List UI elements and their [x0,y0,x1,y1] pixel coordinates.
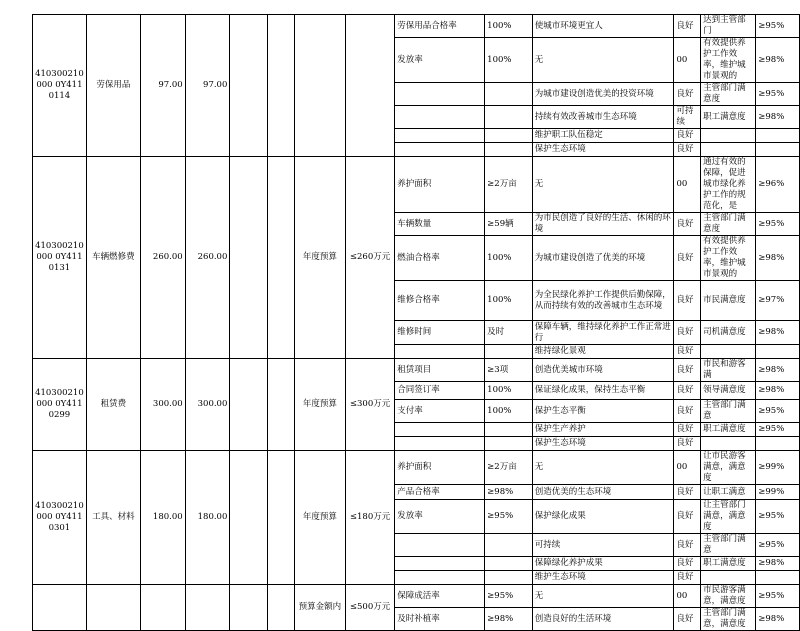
indicator-name [395,143,485,157]
effect-score: 良好 [674,400,701,423]
satisfaction-item: 主管部门满意度 [701,83,756,106]
budget-value: ≤500万元 [345,585,394,631]
budget-label: 预算金额内 [294,585,345,631]
indicator-name: 租赁项目 [395,359,485,382]
budget-label: 年度预算 [294,451,345,585]
budget-label: 年度预算 [294,359,345,451]
indicator-name [395,423,485,437]
effect-indicator: 保证绿化成果，保持生态平衡 [532,382,674,400]
project-amount: 260.00 [140,157,185,359]
empty-cell [230,157,267,359]
satisfaction-item [701,143,756,157]
indicator-name: 燃油合格率 [395,236,485,281]
project-code: 410300210000 0Y4110299 [33,359,87,451]
satisfaction-item: 职工满意度 [701,423,756,437]
satisfaction-value: ≥97% [756,281,800,321]
project-amount: 97.00 [140,15,185,157]
effect-indicator: 可持续 [532,534,674,557]
effect-indicator: 创造优美城市环境 [532,359,674,382]
effect-score: 00 [674,157,701,213]
indicator-name [395,437,485,451]
indicator-target [485,423,533,437]
project-code: 410300210000 0Y4110131 [33,157,87,359]
project-code: 410300210000 0Y4110301 [33,451,87,585]
satisfaction-value [756,437,800,451]
satisfaction-item: 通过有效的保障，促进城市绿化养护工作的规范化，是 [701,157,756,213]
project-amount-total: 180.00 [185,451,230,585]
satisfaction-item: 有效提供养护工作效率，维护城市景观的 [701,236,756,281]
effect-indicator: 使城市环境更宜人 [532,15,674,38]
satisfaction-item: 让职工满意 [701,485,756,500]
satisfaction-value: ≥95% [756,585,800,608]
indicator-name [395,106,485,129]
indicator-name: 维修合格率 [395,281,485,321]
indicator-target: 100% [485,38,533,83]
project-name: 工具、材料 [86,451,140,585]
empty-cell [267,585,294,631]
effect-indicator: 为市民创造了良好的生活、休闲的环境 [532,213,674,236]
indicator-name: 发放率 [395,38,485,83]
satisfaction-item: 达到主管部门 [701,15,756,38]
indicator-name [395,571,485,585]
project-amount: 180.00 [140,451,185,585]
satisfaction-item: 市民和游客满 [701,359,756,382]
effect-score: 良好 [674,500,701,534]
indicator-target [485,571,533,585]
project-name: 车辆燃修费 [86,157,140,359]
effect-indicator: 保护生态平衡 [532,400,674,423]
indicator-name: 车辆数量 [395,213,485,236]
budget-label: 年度预算 [294,157,345,359]
effect-score: 良好 [674,321,701,345]
indicator-target [485,345,533,359]
effect-indicator: 无 [532,585,674,608]
indicator-name: 及时补植率 [395,608,485,631]
effect-score: 良好 [674,359,701,382]
empty-cell [230,359,267,451]
empty-cell [267,15,294,157]
project-code [33,585,87,631]
satisfaction-value: ≥98% [756,382,800,400]
effect-indicator: 保障车辆，维持绿化养护工作正常进行 [532,321,674,345]
effect-indicator: 保障绿化养护成果 [532,557,674,571]
effect-score: 良好 [674,423,701,437]
indicator-name: 产品合格率 [395,485,485,500]
budget-value: ≤300万元 [345,359,394,451]
effect-indicator: 无 [532,451,674,485]
effect-score: 良好 [674,485,701,500]
effect-score: 良好 [674,15,701,38]
satisfaction-value: ≥95% [756,534,800,557]
indicator-target: 100% [485,400,533,423]
table-row [33,157,800,213]
indicator-target: ≥98% [485,485,533,500]
indicator-target [485,129,533,143]
effect-indicator: 无 [532,38,674,83]
table-row [33,451,800,485]
indicator-target: ≥59辆 [485,213,533,236]
indicator-target: ≥2万亩 [485,451,533,485]
project-name: 租赁费 [86,359,140,451]
empty-cell [267,451,294,585]
satisfaction-value: ≥98% [756,321,800,345]
satisfaction-value: ≥96% [756,157,800,213]
effect-score: 良好 [674,608,701,631]
satisfaction-value [756,129,800,143]
project-name: 劳保用品 [86,15,140,157]
indicator-name: 劳保用品合格率 [395,15,485,38]
satisfaction-value: ≥98% [756,359,800,382]
effect-indicator: 持续有效改善城市生态环境 [532,106,674,129]
satisfaction-item: 让市民游客满意，满意度 [701,451,756,485]
indicator-target: 及时 [485,321,533,345]
satisfaction-item: 主管部门满意度 [701,213,756,236]
indicator-name: 养护面积 [395,451,485,485]
project-amount [140,585,185,631]
satisfaction-item: 司机满意度 [701,321,756,345]
indicator-name: 维修时间 [395,321,485,345]
satisfaction-value: ≥98% [756,236,800,281]
satisfaction-value: ≥98% [756,608,800,631]
satisfaction-value [756,571,800,585]
satisfaction-value: ≥99% [756,451,800,485]
indicator-name: 养护面积 [395,157,485,213]
effect-indicator: 为城市建设创造了优美的环境 [532,236,674,281]
empty-cell [230,585,267,631]
effect-score: 良好 [674,437,701,451]
indicator-target: 100% [485,382,533,400]
effect-score: 00 [674,451,701,485]
indicator-name [395,557,485,571]
table-row [33,359,800,382]
satisfaction-item: 职工满意度 [701,106,756,129]
effect-score: 良好 [674,213,701,236]
effect-indicator: 创造优美的生态环境 [532,485,674,500]
satisfaction-value: ≥98% [756,38,800,83]
effect-score: 良好 [674,534,701,557]
project-amount: 300.00 [140,359,185,451]
indicator-target: 100% [485,236,533,281]
indicator-name: 发放率 [395,500,485,534]
project-name [86,585,140,631]
effect-indicator: 为城市建设创造优美的投资环境 [532,83,674,106]
indicator-name [395,345,485,359]
empty-cell [267,157,294,359]
satisfaction-value: ≥95% [756,423,800,437]
table-row [33,15,800,38]
project-code: 410300210000 0Y4110114 [33,15,87,157]
empty-cell [267,359,294,451]
satisfaction-value: ≥95% [756,15,800,38]
indicator-target: ≥95% [485,585,533,608]
indicator-target [485,83,533,106]
satisfaction-item [701,571,756,585]
performance-table [32,14,800,631]
effect-score: 良好 [674,382,701,400]
indicator-target [485,143,533,157]
effect-score: 00 [674,38,701,83]
satisfaction-value: ≥98% [756,557,800,571]
empty-cell [230,15,267,157]
satisfaction-item: 市民游客满意，满意度 [701,585,756,608]
effect-indicator: 创造良好的生活环境 [532,608,674,631]
indicator-name: 保障成活率 [395,585,485,608]
effect-score: 良好 [674,281,701,321]
effect-indicator: 保护生态环境 [532,143,674,157]
indicator-target [485,437,533,451]
effect-score: 良好 [674,571,701,585]
effect-score: 良好 [674,557,701,571]
effect-indicator: 维持绿化景观 [532,345,674,359]
satisfaction-item: 领导满意度 [701,382,756,400]
budget-value: ≤180万元 [345,451,394,585]
project-amount-total: 260.00 [185,157,230,359]
budget-value: ≤260万元 [345,157,394,359]
satisfaction-item: 主管部门满意 [701,400,756,423]
indicator-target: ≥3项 [485,359,533,382]
indicator-target: ≥98% [485,608,533,631]
effect-score: 00 [674,585,701,608]
indicator-target: ≥95% [485,500,533,534]
indicator-name [395,129,485,143]
budget-label [294,15,345,157]
budget-value [345,15,394,157]
effect-score: 良好 [674,129,701,143]
indicator-target [485,534,533,557]
satisfaction-value: ≥95% [756,500,800,534]
satisfaction-value: ≥99% [756,485,800,500]
effect-score: 可持续 [674,106,701,129]
effect-score: 良好 [674,83,701,106]
project-amount-total [185,585,230,631]
indicator-name: 支付率 [395,400,485,423]
effect-indicator: 保护生产养护 [532,423,674,437]
satisfaction-item [701,345,756,359]
project-amount-total: 97.00 [185,15,230,157]
satisfaction-item [701,437,756,451]
effect-indicator: 无 [532,157,674,213]
satisfaction-item: 主管部门满意 [701,534,756,557]
effect-score: 良好 [674,345,701,359]
effect-indicator: 维护职工队伍稳定 [532,129,674,143]
indicator-target: 100% [485,15,533,38]
indicator-target [485,557,533,571]
satisfaction-value: ≥95% [756,213,800,236]
indicator-target: ≥2万亩 [485,157,533,213]
effect-score: 良好 [674,236,701,281]
satisfaction-item: 主管部门满意，满意度 [701,608,756,631]
effect-score: 良好 [674,143,701,157]
empty-cell [230,451,267,585]
satisfaction-item: 让主管部门满意，满意度 [701,500,756,534]
indicator-name: 合同签订率 [395,382,485,400]
effect-indicator: 维护生态环境 [532,571,674,585]
satisfaction-item: 职工满意度 [701,557,756,571]
effect-indicator: 为全民绿化养护工作提供后勤保障，从而持续有效的改善城市生态环境 [532,281,674,321]
satisfaction-item [701,129,756,143]
effect-indicator: 保护绿化成果 [532,500,674,534]
indicator-name [395,83,485,106]
effect-indicator: 保护生态环境 [532,437,674,451]
project-amount-total: 300.00 [185,359,230,451]
indicator-target: 100% [485,281,533,321]
satisfaction-value: ≥95% [756,83,800,106]
table-row [33,585,800,608]
satisfaction-value [756,143,800,157]
indicator-target [485,106,533,129]
satisfaction-item: 市民满意度 [701,281,756,321]
table-body [33,15,800,631]
satisfaction-item: 有效提供养护工作效率，维护城市景观的 [701,38,756,83]
indicator-name [395,534,485,557]
satisfaction-value [756,345,800,359]
satisfaction-value: ≥98% [756,106,800,129]
satisfaction-value: ≥95% [756,400,800,423]
